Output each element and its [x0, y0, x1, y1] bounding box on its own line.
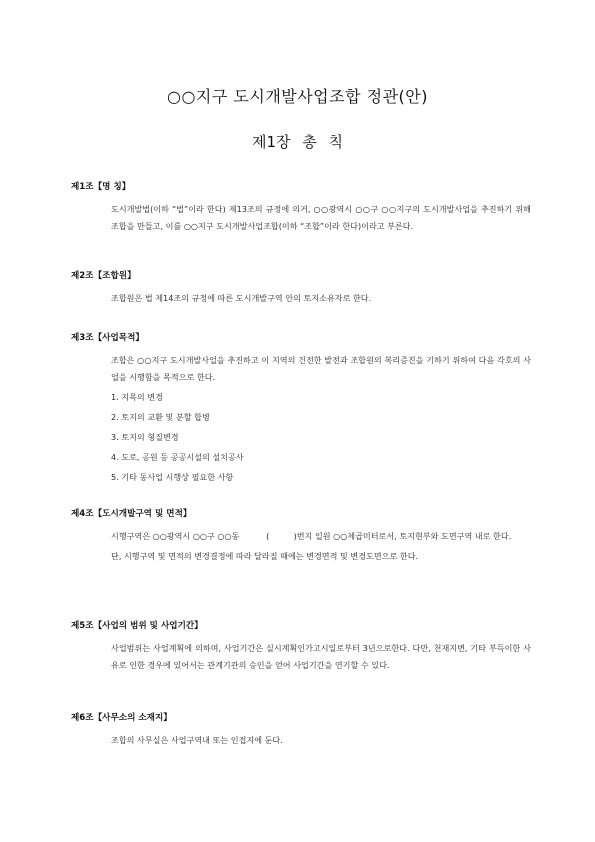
document-title: ○○지구 도시개발사업조합 정관(안)	[166, 87, 428, 106]
article-6	[71, 712, 531, 749]
article-heading: 제2조【조합원】	[71, 271, 136, 281]
article-heading: 제6조【사무소의 소재지】	[71, 713, 172, 723]
article-1	[71, 181, 531, 235]
article-body	[111, 201, 531, 235]
article-body	[111, 352, 531, 486]
article-heading: 제5조【사업의 범위 및 사업기간】	[71, 621, 203, 631]
article-body	[111, 640, 531, 674]
article-5	[71, 620, 531, 674]
article-paragraph: 조합원은 법 제14조의 규정에 따른 도시개발구역 안의 토지소유자로 한다.	[111, 293, 372, 303]
article-heading: 제1조【명 칭】	[71, 182, 131, 192]
chapter-title: 제1장 총 칙	[251, 133, 344, 151]
article-2	[71, 270, 531, 307]
article-paragraph: 조합의 사무실은 사업구역내 또는 인접지에 둔다.	[111, 735, 283, 745]
list-item: 1. 지목의 변경	[111, 392, 163, 402]
article-body	[111, 732, 531, 749]
article-heading: 제4조【도시개발구역 및 면적】	[71, 509, 192, 519]
list-item: 5. 기타 동사업 시행상 필요한 사항	[111, 472, 234, 482]
article-paragraph: 조합은 ○○지구 도시개발사업을 추진하고 이 지역의 건전한 발전과 조합원의 복리증진을 기하기 위하여 다음 각호의 사업을 시행함을 목적으로 한다.	[111, 355, 531, 382]
article-body	[111, 290, 531, 307]
article-body	[111, 528, 531, 565]
article-paragraph: 도시개발법(이하 “법”이라 한다) 제13조의 규정에 의거, ○○광역시 ○○구 ○○지구의 도시개발사업을 추진하기 위해 조합을 만들고, 이를 ○○지구 도시개발사업조합(이하 “조합”이라 한다)이라고 부른다.	[111, 204, 531, 231]
article-paragraph: 시행구역은 ○○광역시 ○○구 ○○동 ( )번지 일원 ○○제곱미터로서, 토지현부와 도면구역 내로 한다.	[111, 531, 512, 541]
list-item: 2. 토지의 교환 및 분할 합병	[111, 412, 210, 422]
article-paragraph: 단, 시행구역 및 면적의 변경결정에 따라 달라질 때에는 변경면적 및 변경도면으로 한다.	[111, 551, 419, 561]
list-item: 4. 도로, 공원 등 공공시설의 설치공사	[111, 452, 244, 462]
list-item: 3. 토지의 형질변경	[111, 432, 179, 442]
article-heading: 제3조【사업목적】	[71, 333, 144, 343]
article-item-list	[111, 389, 531, 486]
article-paragraph: 사업범위는 사업계획에 의하며, 사업기간은 실시계획인가고시일로부터 3년으로한다. 다만, 천재지변, 기타 부득이한 사유로 인한 경우에 있어서는 관계기관의 승인을 얻어 사업기간을 연기할 수 있다.	[111, 643, 531, 670]
article-4	[71, 508, 531, 565]
article-3	[71, 332, 531, 486]
